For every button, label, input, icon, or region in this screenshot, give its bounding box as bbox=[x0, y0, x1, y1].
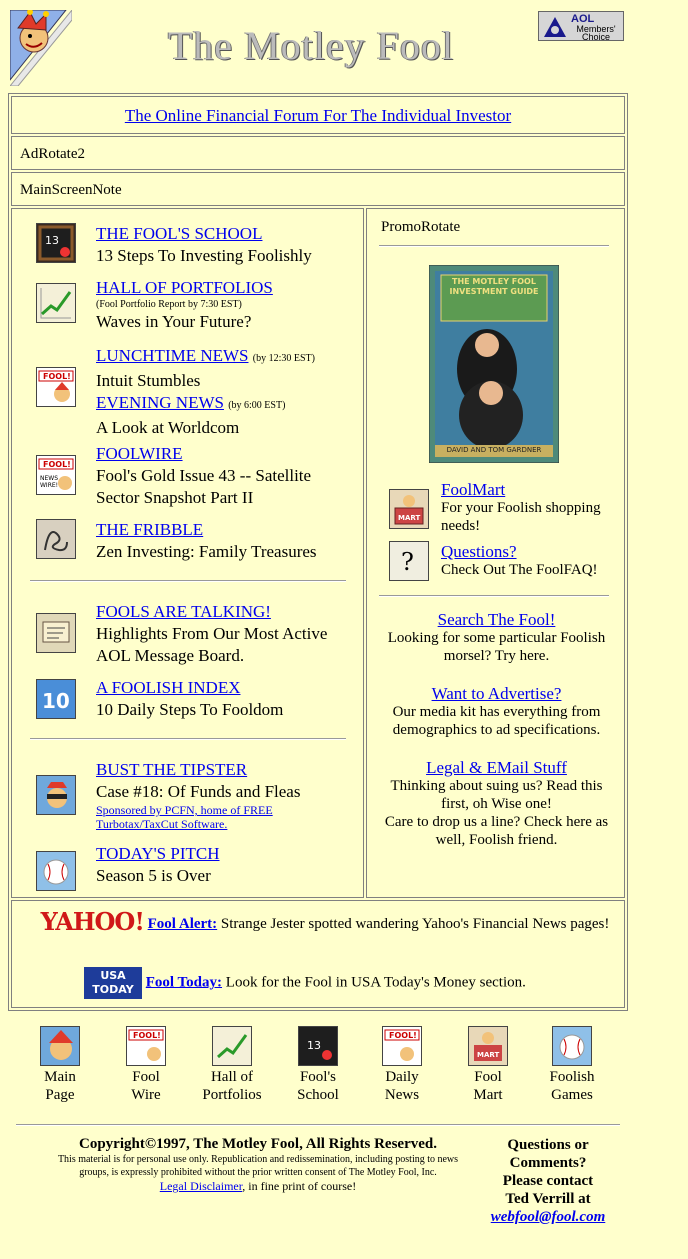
feature-foolwire bbox=[96, 443, 348, 509]
fool-alert-link[interactable]: Fool Alert: bbox=[147, 916, 218, 932]
yahoo-logo[interactable]: YAHOO! bbox=[40, 907, 144, 936]
disclaimer-suffix: , in fine print of course! bbox=[242, 1179, 357, 1193]
hall-of-portfolios-desc: Waves in Your Future? bbox=[96, 312, 252, 331]
foolish-index-link[interactable]: A FOOLISH INDEX bbox=[96, 678, 241, 697]
index-10-icon[interactable] bbox=[36, 679, 76, 719]
fribble-icon[interactable] bbox=[36, 519, 76, 559]
feature-todays-pitch bbox=[96, 843, 220, 887]
legal-disclaimer-link[interactable]: Legal Disclaimer bbox=[159, 1179, 243, 1193]
nav-fools-school[interactable] bbox=[282, 1026, 354, 1104]
feature-hall-of-portfolios bbox=[96, 277, 273, 333]
nav-main-page[interactable] bbox=[24, 1026, 96, 1104]
todays-pitch-desc: Season 5 is Over bbox=[96, 866, 211, 885]
jester-face-icon bbox=[40, 1026, 80, 1066]
aol-members-choice-badge[interactable] bbox=[538, 11, 624, 41]
partners-cell bbox=[11, 900, 625, 1008]
ad-rotate-cell: AdRotate2 bbox=[11, 136, 625, 170]
svg-text:WIRE!: WIRE! bbox=[40, 482, 59, 489]
left-column bbox=[11, 208, 364, 898]
feature-fools-school bbox=[96, 223, 312, 267]
search-fool-link[interactable]: Search The Fool! bbox=[437, 610, 556, 629]
chalkboard-13-icon bbox=[298, 1026, 338, 1066]
jester-logo-icon[interactable] bbox=[10, 10, 72, 84]
tagline-link[interactable]: The Online Financial Forum For The Individual Investor bbox=[124, 106, 512, 125]
pcfn-sponsor-link[interactable]: Sponsored by PCFN, home of FREE Turbotax/TaxCut Software. bbox=[96, 803, 273, 831]
book-title: THE MOTLEY FOOL INVESTMENT GUIDE bbox=[449, 277, 539, 296]
todays-pitch-link[interactable]: TODAY'S PITCH bbox=[96, 844, 220, 863]
svg-text:FOOL!: FOOL! bbox=[43, 460, 71, 469]
evening-news-link[interactable]: EVENING NEWS bbox=[96, 393, 224, 412]
fool-alert-text: Strange Jester spotted wandering Yahoo's Financial News pages! bbox=[217, 916, 610, 932]
fools-school-desc: 13 Steps To Investing Foolishly bbox=[96, 246, 312, 265]
yahoo-fool-alert bbox=[40, 909, 610, 937]
nav-label-line2: Games bbox=[551, 1087, 593, 1103]
legal-desc-1: Thinking about suing us? Read this first, oh Wise one! bbox=[390, 778, 603, 812]
nav-label-line2: School bbox=[297, 1087, 339, 1103]
investment-guide-book-cover[interactable] bbox=[429, 265, 559, 463]
feature-fools-are-talking bbox=[96, 601, 352, 667]
legal-item bbox=[375, 759, 618, 849]
evening-news-note: (by 6:00 EST) bbox=[228, 400, 286, 411]
questions-item bbox=[441, 543, 621, 579]
copyright-notice: Copyright©1997, The Motley Fool, All Rights Reserved. bbox=[79, 1136, 437, 1152]
svg-text:MART: MART bbox=[477, 1051, 500, 1059]
usa-logo-line2: TODAY bbox=[92, 983, 134, 996]
contact-line-2: Please contact Ted Verrill at bbox=[502, 1173, 594, 1207]
nav-label-line1: Foolish bbox=[549, 1069, 595, 1085]
nav-label-line1: Fool's bbox=[299, 1069, 337, 1085]
nav-label-line1: Fool bbox=[132, 1069, 160, 1085]
usa-today-row bbox=[84, 967, 526, 999]
nav-label-line2: Portfolios bbox=[202, 1087, 262, 1103]
nav-fool-wire[interactable] bbox=[110, 1026, 182, 1104]
nav-label-line1: Daily bbox=[385, 1069, 419, 1085]
nav-daily-news[interactable] bbox=[366, 1026, 438, 1104]
aol-triangle-icon bbox=[543, 16, 567, 38]
fools-are-talking-desc: Highlights From Our Most Active AOL Message Board. bbox=[96, 624, 328, 665]
questions-desc: Check Out The FoolFAQ! bbox=[441, 562, 598, 578]
foolmart-link[interactable]: FoolMart bbox=[441, 480, 506, 499]
nav-label-line2: Wire bbox=[131, 1087, 161, 1103]
legal-email-link[interactable]: Legal & EMail Stuff bbox=[426, 758, 567, 777]
lunchtime-news-note: (by 12:30 EST) bbox=[252, 353, 315, 364]
fools-are-talking-link[interactable]: FOOLS ARE TALKING! bbox=[96, 602, 271, 621]
portfolio-chart-icon[interactable] bbox=[36, 283, 76, 323]
nav-label-line2: News bbox=[384, 1087, 420, 1103]
email-link[interactable]: webfool@fool.com bbox=[490, 1209, 606, 1225]
tipster-icon[interactable] bbox=[36, 775, 76, 815]
svg-text:10: 10 bbox=[42, 689, 70, 713]
nav-label-line2: Mart bbox=[473, 1087, 503, 1103]
feature-foolish-index bbox=[96, 677, 283, 721]
svg-text:13: 13 bbox=[307, 1039, 321, 1052]
nav-label-line2: Page bbox=[45, 1087, 75, 1103]
contact-block bbox=[490, 1136, 606, 1226]
foolwire-desc: Fool's Gold Issue 43 -- Satellite Sector Snapshot Part II bbox=[96, 466, 312, 507]
bust-the-tipster-desc: Case #18: Of Funds and Fleas bbox=[96, 782, 301, 801]
divider bbox=[379, 595, 609, 597]
bust-the-tipster-link[interactable]: BUST THE TIPSTER bbox=[96, 760, 248, 779]
foolwire-link[interactable]: FOOLWIRE bbox=[96, 444, 183, 463]
feature-bust-the-tipster bbox=[96, 759, 352, 831]
fribble-link[interactable]: THE FRIBBLE bbox=[96, 520, 204, 539]
advertise-link[interactable]: Want to Advertise? bbox=[431, 684, 562, 703]
book-authors: DAVID AND TOM GARDNER bbox=[446, 446, 542, 454]
fool-today-link[interactable]: Fool Today: bbox=[145, 974, 223, 991]
fools-school-link[interactable]: THE FOOL'S SCHOOL bbox=[96, 224, 263, 243]
question-mark-icon[interactable] bbox=[389, 541, 429, 581]
svg-text:FOOL!: FOOL! bbox=[43, 372, 71, 381]
fool-wire-icon[interactable] bbox=[36, 455, 76, 495]
divider bbox=[30, 738, 346, 740]
advertise-item bbox=[375, 685, 618, 739]
feature-fribble bbox=[96, 519, 317, 563]
foolmart-desc: For your Foolish shopping needs! bbox=[441, 500, 601, 534]
right-column bbox=[366, 208, 625, 898]
search-item bbox=[375, 611, 618, 665]
hall-of-portfolios-link[interactable]: HALL OF PORTFOLIOS bbox=[96, 278, 273, 297]
copyright-block bbox=[48, 1136, 468, 1194]
hall-of-portfolios-note: (Fool Portfolio Report by 7:30 EST) bbox=[96, 299, 242, 310]
divider bbox=[379, 245, 609, 247]
nav-hall-of-portfolios[interactable] bbox=[196, 1026, 268, 1104]
nav-fool-mart[interactable] bbox=[452, 1026, 524, 1104]
svg-text:?: ? bbox=[401, 548, 414, 576]
fool-today-text: Look for the Fool in USA Today's Money section. bbox=[222, 974, 526, 991]
aol-badge-title: AOL bbox=[571, 13, 595, 25]
foolmart-icon bbox=[468, 1026, 508, 1066]
svg-text:NEWS: NEWS bbox=[40, 475, 59, 482]
svg-text:FOOL!: FOOL! bbox=[389, 1031, 417, 1040]
fine-print: This material is for personal use only. Republication and redissemination, including posting to news groups, is expressly prohibited without the prior written consent of The Motley Fool, Inc. bbox=[57, 1154, 459, 1178]
aol-badge-subtitle: Members' Choice bbox=[576, 24, 616, 42]
footer-divider bbox=[16, 1124, 620, 1126]
lunchtime-news-link[interactable]: LUNCHTIME NEWS bbox=[96, 346, 249, 365]
message-board-icon[interactable] bbox=[36, 613, 76, 653]
foolmart-icon[interactable] bbox=[389, 489, 429, 529]
nav-label-line1: Hall of bbox=[210, 1069, 254, 1085]
chalkboard-13-icon[interactable] bbox=[36, 223, 76, 263]
promo-rotate: PromoRotate bbox=[381, 219, 461, 235]
advertise-desc: Our media kit has everything from demographics to ad specifications. bbox=[392, 704, 601, 738]
baseball-icon[interactable] bbox=[36, 851, 76, 891]
nav-label-line1: Main bbox=[44, 1069, 76, 1085]
usa-logo-line1: USA bbox=[100, 969, 126, 982]
tagline-cell bbox=[11, 96, 625, 134]
fool-news-icon bbox=[382, 1026, 422, 1066]
foolish-index-desc: 10 Daily Steps To Fooldom bbox=[96, 700, 284, 719]
fool-news-icon[interactable] bbox=[36, 367, 76, 407]
divider bbox=[30, 580, 346, 582]
fribble-desc: Zen Investing: Family Treasures bbox=[96, 542, 317, 561]
foolmart-item bbox=[441, 481, 621, 535]
nav-foolish-games[interactable] bbox=[536, 1026, 608, 1104]
legal-desc-2: Care to drop us a line? Check here as well, Foolish friend. bbox=[384, 814, 609, 848]
feature-lunchtime-news bbox=[96, 345, 315, 439]
svg-text:MART: MART bbox=[398, 514, 421, 522]
nav-label-line1: Fool bbox=[474, 1069, 502, 1085]
svg-text:FOOL!: FOOL! bbox=[133, 1031, 161, 1040]
portfolio-chart-icon bbox=[212, 1026, 252, 1066]
site-title: The Motley Fool bbox=[168, 23, 455, 68]
svg-text:13: 13 bbox=[45, 234, 59, 247]
fool-wire-icon bbox=[126, 1026, 166, 1066]
questions-link[interactable]: Questions? bbox=[441, 542, 517, 561]
search-fool-desc: Looking for some particular Foolish morsel? Try here. bbox=[387, 630, 606, 664]
lunchtime-news-desc: Intuit Stumbles bbox=[96, 371, 201, 390]
baseball-icon bbox=[552, 1026, 592, 1066]
usa-today-logo[interactable] bbox=[84, 967, 142, 999]
main-screen-note-cell: MainScreenNote bbox=[11, 172, 625, 206]
evening-news-desc: A Look at Worldcom bbox=[96, 418, 240, 437]
contact-line-1: Questions or Comments? bbox=[507, 1137, 589, 1171]
